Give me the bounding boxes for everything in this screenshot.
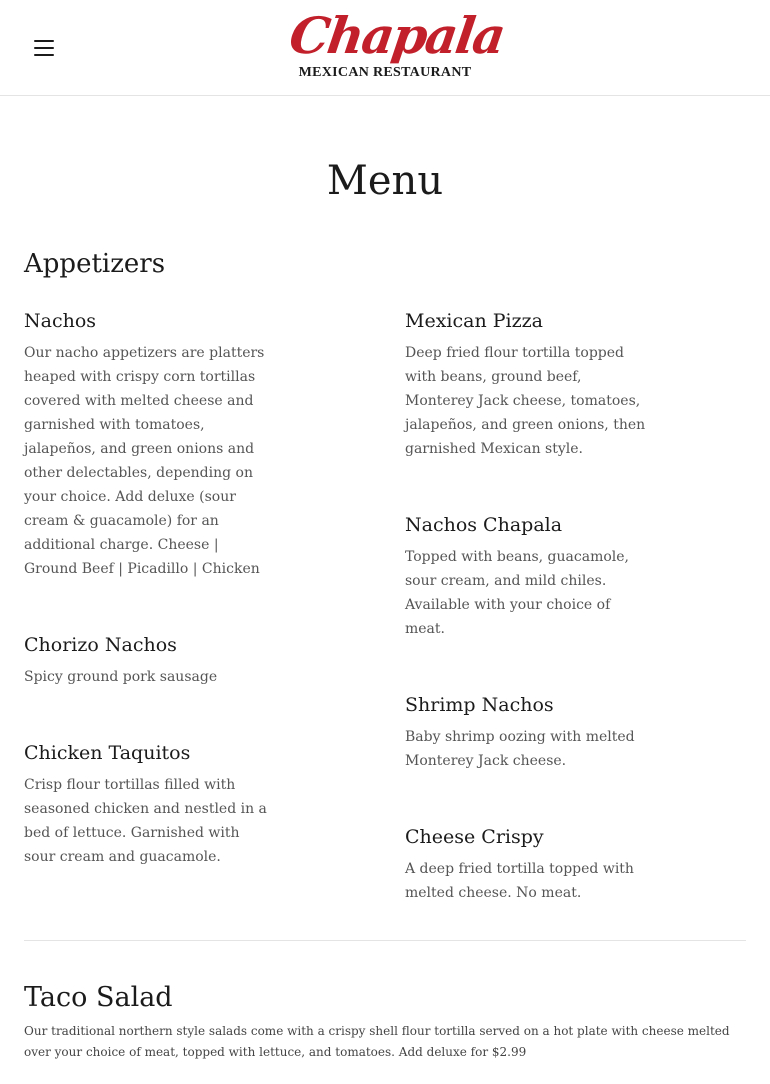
menu-item-name: Cheese Crispy bbox=[405, 826, 544, 848]
appetizers-right-column bbox=[405, 308, 650, 905]
menu-item bbox=[24, 632, 269, 689]
section-divider bbox=[24, 940, 746, 941]
section-title-taco-salad: Taco Salad bbox=[24, 982, 173, 1013]
logo-subtitle: MEXICAN RESTAURANT bbox=[298, 65, 472, 80]
site-header bbox=[0, 0, 770, 96]
menu-item bbox=[405, 308, 650, 461]
menu-item-description: Our nacho appetizers are platters heaped with crispy corn tortillas covered with melted cheese and garnished with tomatoes, jalapeños, and green onions and other delectables, depending on your choice. Add deluxe (sour cream & guacamole) for an additional charge. Cheese | Ground Beef | Picadillo | Chicken bbox=[24, 345, 265, 577]
menu-item bbox=[405, 512, 650, 641]
logo-script-text: Chapala bbox=[285, 6, 508, 65]
menu-item-name: Mexican Pizza bbox=[405, 310, 543, 332]
hamburger-line bbox=[34, 40, 54, 42]
menu-item-name: Shrimp Nachos bbox=[405, 694, 554, 716]
menu-item-description: Topped with beans, guacamole, sour cream, and mild chiles. Available with your choice of meat. bbox=[405, 549, 629, 637]
menu-item bbox=[24, 740, 269, 869]
menu-item-name: Chicken Taquitos bbox=[24, 742, 191, 764]
menu-item bbox=[24, 308, 269, 581]
menu-item-description: Deep fried flour tortilla topped with beans, ground beef, Monterey Jack cheese, tomatoes, jalapeños, and green onions, then garnished Mexican style. bbox=[405, 345, 646, 457]
hamburger-line bbox=[34, 47, 54, 49]
page-title: Menu bbox=[326, 158, 444, 204]
menu-item-description: Crisp flour tortillas filled with seasoned chicken and nestled in a bed of lettuce. Garnished with sour cream and guacamole. bbox=[24, 777, 267, 865]
menu-item bbox=[405, 824, 650, 905]
hamburger-line bbox=[34, 54, 54, 56]
menu-item-name: Chorizo Nachos bbox=[24, 634, 177, 656]
menu-item-description: Spicy ground pork sausage bbox=[24, 669, 218, 685]
hamburger-menu-icon[interactable] bbox=[34, 40, 54, 56]
section-title-appetizers: Appetizers bbox=[24, 249, 166, 279]
menu-item-description: A deep fried tortilla topped with melted cheese. No meat. bbox=[405, 861, 634, 901]
menu-item-description: Baby shrimp oozing with melted Monterey Jack cheese. bbox=[405, 729, 635, 769]
site-logo[interactable] bbox=[285, 6, 508, 88]
menu-item-name: Nachos bbox=[24, 310, 97, 332]
appetizers-left-column bbox=[24, 308, 269, 869]
section-description-taco-salad: Our traditional northern style salads come with a crispy shell flour tortilla served on a hot plate with cheese melted over your choice of meat, topped with lettuce, and tomatoes. Add deluxe for $2.99 bbox=[24, 1024, 730, 1059]
menu-item bbox=[405, 692, 650, 773]
menu-item-name: Nachos Chapala bbox=[405, 514, 563, 536]
